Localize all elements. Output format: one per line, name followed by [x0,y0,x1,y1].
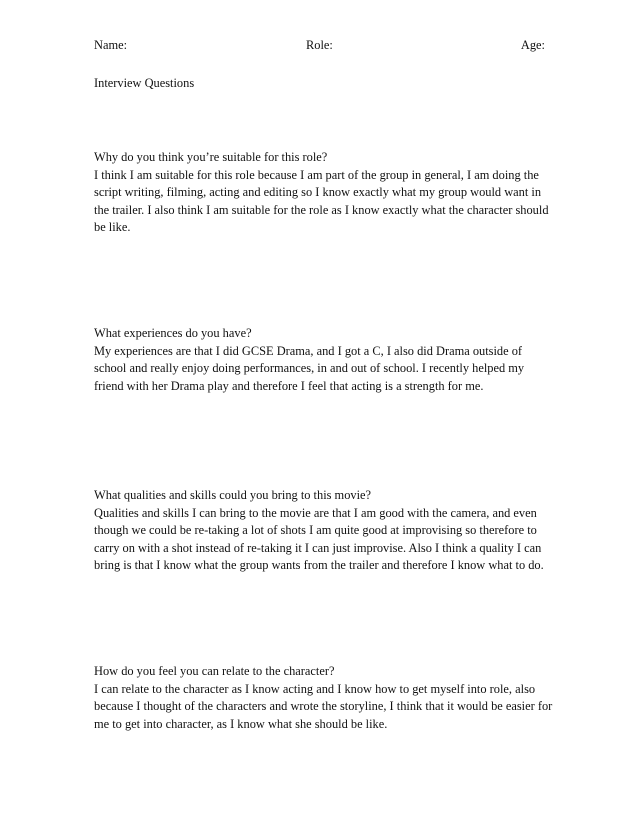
age-label: Age: [520,38,545,52]
header-row [94,37,545,55]
role-label: Role: [306,38,333,52]
question-block-character [94,663,554,733]
question-text: How do you feel you can relate to the character? [94,664,335,678]
question-block-experiences [94,325,554,395]
answer-text: My experiences are that I did GCSE Drama, and I got a C, I also did Drama outside of school and really enjoy doing performances, in and out of school. I recently helped my friend with her Drama play and therefore I feel that acting is a strength for me. [94,343,525,393]
document-heading: Interview Questions [94,76,195,90]
name-label: Name: [94,38,128,52]
answer-text: I think I am suitable for this role because I am part of the group in general, I am doing the script writing, filming, acting and editing so I know exactly what my group would want in the trailer. I also think I am suitable for the role as I know exactly what the character should be like. [94,167,549,235]
answer-text: Qualities and skills I can bring to the movie are that I am good with the camera, and even though we could be re-taking a lot of shots I am quite good at improvising so therefore to carry on with a shot instead of re-taking it I can just improvise. Also I think a quality I can bring is that I know what the group wants from the trailer and therefore I know what to do. [94,505,544,573]
question-text: What experiences do you have? [94,326,252,340]
answer-text: I can relate to the character as I know acting and I know how to get myself into role, also because I thought of the characters and wrote the storyline, I think that it would be easier for me to get into character, as I know what she should be like. [94,681,553,731]
question-text: Why do you think you’re suitable for this role? [94,150,328,164]
question-block-qualities [94,487,554,575]
question-text: What qualities and skills could you bring to this movie? [94,488,372,502]
question-block-suitability [94,149,554,237]
